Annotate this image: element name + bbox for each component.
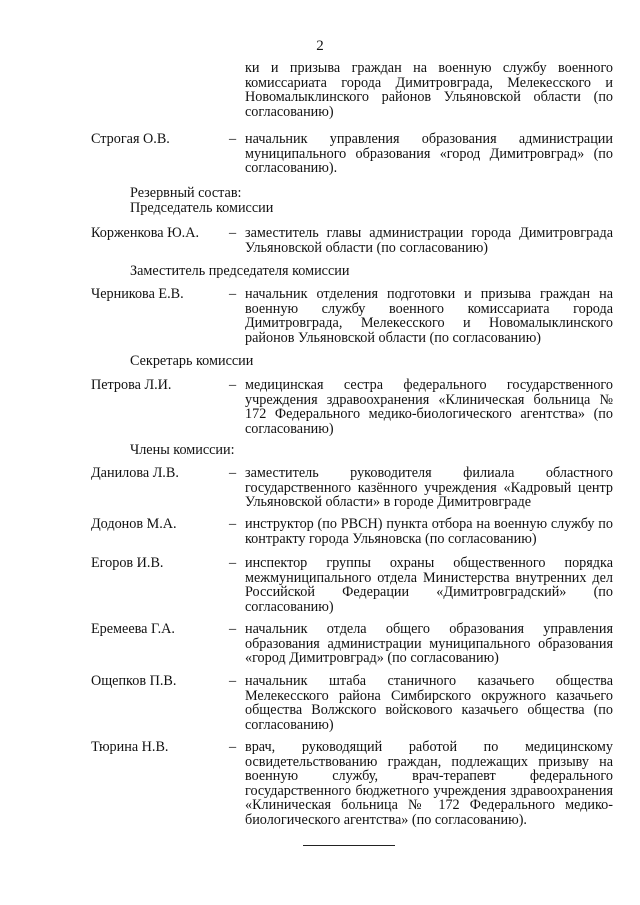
dash: – xyxy=(229,621,237,637)
reserve-title: Резервный состав: xyxy=(130,185,242,201)
member-name: Тюрина Н.В. xyxy=(91,739,169,755)
member-name: Егоров И.В. xyxy=(91,555,164,571)
member-description: начальник отдела общего образования управления образования администрации муниципального образования «город Димитровград» (по согласованию) xyxy=(245,621,613,667)
deputy-description: начальник отделения подготовки и призыва граждан на военную службу военного комиссариата города Димитровграда, Мелекесского и Новомалыклинского районов Ульяновской области (по согласованию) xyxy=(245,286,613,346)
chair-description: заместитель главы администрации города Димитровграда Ульяновской области (по согласованию) xyxy=(245,225,613,256)
dash: – xyxy=(229,673,237,689)
member-description: заместитель руководителя филиала областного государственного казённого учреждения «Кадровый центр Ульяновской области» в городе Димитровграде xyxy=(245,465,613,511)
deputy-name: Черникова Е.В. xyxy=(91,286,184,302)
member-name: Додонов М.А. xyxy=(91,516,177,532)
dash: – xyxy=(229,131,237,147)
member-name: Еремеева Г.А. xyxy=(91,621,175,637)
dash: – xyxy=(229,225,237,241)
member-description: инспектор группы охраны общественного порядка межмуниципального отдела Министерства внутренних дел Российской Федерации «Димитровградский» (по согласованию) xyxy=(245,555,613,615)
member-name: Данилова Л.В. xyxy=(91,465,179,481)
page-number: 2 xyxy=(316,38,324,54)
chair-heading: Председатель комиссии xyxy=(130,200,274,216)
members-heading: Члены комиссии: xyxy=(130,442,235,458)
member-name: Строгая О.В. xyxy=(91,131,170,147)
dash: – xyxy=(229,555,237,571)
secretary-name: Петрова Л.И. xyxy=(91,377,172,393)
end-of-document-line xyxy=(303,845,395,846)
intro-description: ки и призыва граждан на военную службу военного комиссариата города Димитровграда, Мелекесского и Новомалыклинского районов Ульяновской области (по согласованию) xyxy=(245,60,613,120)
member-name: Ощепков П.В. xyxy=(91,673,177,689)
deputy-heading: Заместитель председателя комиссии xyxy=(130,263,350,279)
member-description: инструктор (по РВСН) пункта отбора на военную службу по контракту города Ульяновска (по согласованию) xyxy=(245,516,613,547)
member-description: начальник управления образования администрации муниципального образования «город Димитровград» (по согласованию). xyxy=(245,131,613,177)
dash: – xyxy=(229,516,237,532)
dash: – xyxy=(229,286,237,302)
dash: – xyxy=(229,465,237,481)
dash: – xyxy=(229,739,237,755)
member-description: начальник штаба станичного казачьего общества Мелекесского района Симбирского окружного казачьего общества Волжского войскового казачьего общества (по согласованию) xyxy=(245,673,613,733)
dash: – xyxy=(229,377,237,393)
secretary-description: медицинская сестра федерального государственного учреждения здравоохранения «Клиническая больница № 172 Федерального медико-биологического агентства» (по согласованию) xyxy=(245,377,613,437)
secretary-heading: Секретарь комиссии xyxy=(130,353,254,369)
member-description: врач, руководящий работой по медицинскому освидетельствованию граждан, подлежащих призыву на военную службу, врач-терапевт федерального государственного бюджетного учреждения здравоохранения «Клиническая больница № 172 Федерального медико-биологического агентства» (по согласованию). xyxy=(245,739,613,828)
chair-name: Корженкова Ю.А. xyxy=(91,225,199,241)
